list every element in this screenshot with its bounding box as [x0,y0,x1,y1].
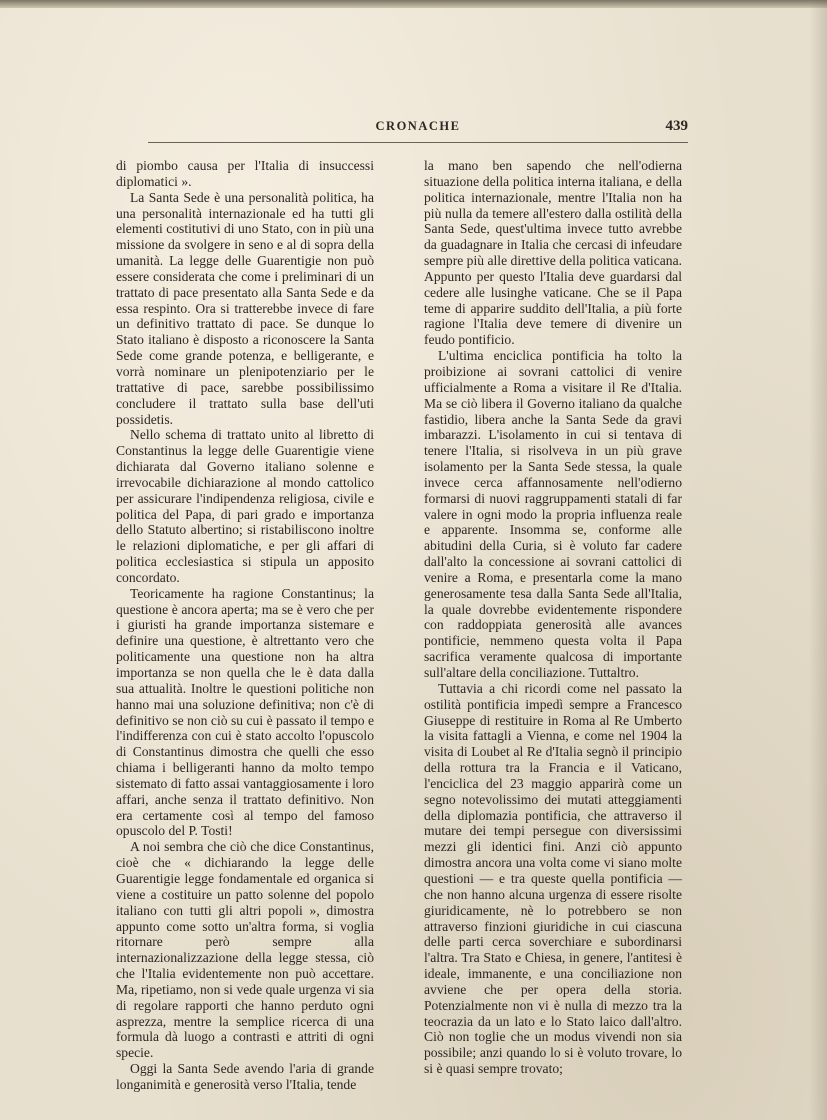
paragraph: la mano ben sapendo che nell'odierna situazione della politica interna italiana, e della politica internazionale, mentre l'Italia non ha più nulla da temere all'estero dalla ostilità della Santa Sede, quest'ultima invece tutto avrebbe da guadagnare in Italia che cercasi di infeudare sempre più alle direttive della politica vaticana. Appunto per questo l'Italia deve guardarsi dal cedere alle lusinghe vaticane. Che se il Papa teme di apparire suddito dell'Italia, a più forte ragione l'Italia deve temere di divenire un feudo pontificio. [424,158,682,348]
paragraph: Oggi la Santa Sede avendo l'aria di grande longanimità e generosità verso l'Italia, tende [116,1061,374,1092]
left-column [116,158,374,1093]
page-number: 439 [665,118,688,134]
page-right-shadow [809,0,827,1120]
right-column [424,158,682,1077]
page-top-edge [0,0,827,8]
paragraph: Teoricamente ha ragione Constantinus; la questione è ancora aperta; ma se è vero che per i giuristi ha grande importanza sistemare e definire una questione, è altrettanto vero che politicamente una questione non ha altra importanza se non quella che le è data dalla sua attualità. Inoltre le questioni politiche non hanno mai una soluzione definitiva; non c'è di definitivo se non ciò su cui è passato il tempo e l'indifferenza con cui è stato accolto l'opuscolo di Constantinus dimostra che quelli che esso chiama i belligeranti hanno da molto tempo sistemato di fatto assai vantaggiosamente i loro affari, anche senza il trattato definitivo. Non era certamente così al tempo del famoso opuscolo del P. Tosti! [116,585,374,839]
running-head: CRONACHE [375,119,461,133]
header-rule [148,142,688,143]
paragraph: Nello schema di trattato unito al libretto di Constantinus la legge delle Guarentigie viene dichiarata dal Governo italiano solenne e irrevocabile dichiarazione al mondo cattolico per assicurare l'indipendenza religiosa, civile e politica del Papa, di pari grado e importanza dello Statuto albertino; si ristabiliscono inoltre le relazioni diplomatiche, e per gli affari di politica ecclesiastica si stipula un apposito concordato. [116,427,374,585]
paragraph: di piombo causa per l'Italia di insuccessi diplomatici ». [116,158,374,189]
paragraph: La Santa Sede è una personalità politica, ha una personalità internazionale ed ha tutti gli elementi costitutivi di uno Stato, con in più una missione da svolgere in seno e al di sopra della umanità. La legge delle Guarentigie non può essere considerata che come i preliminari di un trattato di pace presentato alla Santa Sede e da essa respinto. Ora si tratterebbe invece di fare un definitivo trattato di pace. Se dunque lo Stato italiano è disposto a riconoscere la Santa Sede come grande potenza, e belligerante, e vorrà nominare un plenipotenziario per le trattative di pace, sarebbe possibilissimo concludere il trattato sulla base dell'uti possidetis. [116,189,374,427]
paragraph: L'ultima enciclica pontificia ha tolto la proibizione ai sovrani cattolici di venire ufficialmente a Roma a visitare il Re d'Italia. Ma se ciò libera il Governo italiano da qualche fastidio, libera anche la Santa Sede da gravi imbarazzi. L'isolamento in cui si tentava di tenere l'Italia, si risolveva in un più grave isolamento per la Santa Sede stessa, la quale invece cerca affannosamente nell'odierno formarsi di nuovi raggruppamenti statali di far valere in ogni modo la propria influenza reale e apparente. Insomma se, conforme alle abitudini della Curia, si è voluto far cadere dall'alto la concessione ai sovrani cattolici di venire a Roma, e presentarla come la mano generosamente tesa dalla Santa Sede all'Italia, la quale dovrebbe evidentemente rispondere con raddoppiata generosità alle avances pontificie, nemmeno questa volta il Papa sacrifica veramente qualcosa di importante sull'altare della conciliazione. Tuttaltro. [424,348,682,680]
page-header [148,118,688,140]
paragraph: A noi sembra che ciò che dice Constantinus, cioè che « dichiarando la legge delle Guarentigie legge fondamentale ed organica si viene a costituire un patto solenne del popolo italiano con tutti gli altri popoli », dimostra appunto come sotto un'altra forma, si voglia ritornare però sempre alla internazionalizzazione della legge stessa, ciò che l'Italia evidentemente non può accettare. Ma, ripetiamo, non si vede quale urgenza vi sia di regolare rapporti che hanno perduto ogni asprezza, mentre la semplice ricerca di una formula dà luogo a contrasti e attriti di ogni specie. [116,839,374,1061]
paragraph: Tuttavia a chi ricordi come nel passato la ostilità pontificia impedì sempre a Francesco Giuseppe di restituire in Roma al Re Umberto la visita fattagli a Vienna, e come nel 1904 la visita di Loubet al Re d'Italia segnò il principio della rottura tra la Francia e il Vaticano, l'enciclica del 23 maggio apparirà come un segno notevolissimo dei mutati atteggiamenti della diplomazia pontificia, che attraverso il mutare dei tempi persegue con diversissimi mezzi gli identici fini. Anzi ciò appunto dimostra ancora una volta come vi siano molte questioni — e tra queste quella pontificia — che non hanno alcuna urgenza di essere risolte giuridicamente, nè lo potrebbero se non attraverso finzioni giuridiche in cui ciascuna delle parti cerca soverchiare e subordinarsi l'altra. Tra Stato e Chiesa, in genere, l'antitesi è ideale, immanente, e una conciliazione non avviene che per opera della storia. Potenzialmente non vi è nulla di mezzo tra la teocrazia da un lato e lo Stato laico dall'altro. Ciò non toglie che un modus vivendi non sia possibile; anzi quando lo si è voluto trovare, lo si è quasi sempre trovato; [424,680,682,1077]
